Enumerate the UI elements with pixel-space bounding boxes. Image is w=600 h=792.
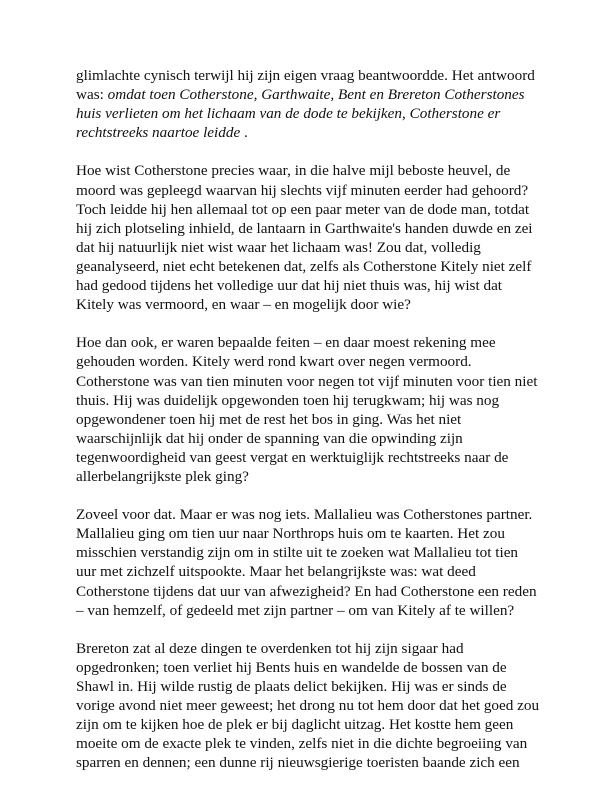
text-line — [76, 582, 536, 601]
text-segment: thuis. Hij was duidelijk opgewonden toen hij terugkwam; hij was nog — [76, 391, 500, 409]
paragraph — [76, 161, 536, 314]
text-line — [76, 104, 536, 123]
text-segment: waarschijnlijk dat hij onder de spanning van die opwinding zijn — [76, 429, 463, 447]
paragraph — [76, 66, 536, 142]
paragraph — [76, 505, 536, 620]
text-segment: allerbelangrijkste plek ging? — [76, 467, 249, 485]
text-line — [76, 238, 536, 257]
text-line — [76, 257, 536, 276]
text-segment: gehouden worden. Kitely werd rond kwart over negen vermoord. — [76, 353, 472, 371]
paragraph — [76, 639, 540, 773]
text-segment: opgewondener toen hij met de rest het bos in ging. Was het niet — [76, 410, 462, 428]
text-line — [76, 753, 536, 772]
text-line — [76, 467, 536, 486]
text-line — [76, 524, 536, 543]
text-line — [76, 677, 536, 696]
text-line — [76, 543, 536, 562]
text-line — [76, 696, 540, 715]
text-segment: had gedood tijdens het volledige uur dat hij niet thuis was, hij wist dat — [76, 277, 503, 295]
paragraph — [76, 333, 536, 486]
text-line — [76, 372, 536, 391]
text-line — [76, 639, 536, 658]
text-line — [76, 410, 536, 429]
text-line — [76, 219, 536, 238]
text-segment: sparren en dennen; een dunne rij nieuwsgierige toeristen baande zich een — [76, 754, 520, 772]
text-segment: misschien verstandig zijn om in stilte uit te zoeken wat Mallalieu tot tien — [76, 544, 519, 562]
text-line — [76, 505, 536, 524]
text-line — [76, 601, 536, 620]
text-segment: Shawl in. Hij wilde rustig de plaats delict bekijken. Hij was er sinds de — [76, 678, 507, 695]
text-line — [76, 658, 536, 677]
text-line — [76, 85, 536, 104]
text-line — [76, 715, 536, 734]
text-segment: zijn om te kijken hoe de plek er bij daglicht uitzag. Het kostte hem geen — [76, 716, 514, 734]
text-segment: dat hij natuurlijk niet wist waar het lichaam was! Zou dat, volledig — [76, 238, 481, 256]
text-segment: geanalyseerd, niet echt betekenen dat, zelfs als Cotherstone Kitely niet zelf — [76, 257, 532, 275]
text-segment: glimlachte cynisch terwijl hij zijn eigen vraag beantwoordde. Het antwoord — [76, 67, 535, 84]
text-segment: Kitely was vermoord, en waar – en mogelijk door wie? — [76, 296, 411, 314]
document-page — [76, 66, 540, 792]
text-segment: . — [240, 124, 248, 142]
text-segment: was: — [76, 86, 108, 104]
text-segment: Zoveel voor dat. Maar er was nog iets. Mallalieu was Cotherstones partner. — [76, 506, 533, 524]
text-line — [76, 391, 536, 410]
text-line — [76, 66, 536, 85]
body-text — [76, 66, 540, 772]
text-line — [76, 161, 536, 180]
text-segment: moord was gepleegd waarvan hij slechts vijf minuten eerder had gehoord? — [76, 181, 529, 199]
text-segment: Cotherstone was van tien minuten voor negen tot vijf minuten voor tien niet — [76, 372, 538, 390]
text-line — [76, 734, 536, 753]
text-line — [76, 333, 536, 352]
text-line — [76, 295, 536, 314]
text-line — [76, 429, 536, 448]
text-line — [76, 352, 536, 371]
text-segment: Hoe wist Cotherstone precies waar, in die halve mijl beboste heuvel, de — [76, 162, 511, 180]
italic-text-segment: omdat toen Cotherstone, Garthwaite, Bent en Brereton Cotherstones — [107, 86, 525, 104]
text-segment: tegenwoordigheid van geest vergat en werktuiglijk rechtstreeks naar de — [76, 448, 509, 466]
text-line — [76, 276, 536, 295]
text-line — [76, 181, 536, 200]
text-segment: opgedronken; toen verliet hij Bents huis en wandelde de bossen van de — [76, 658, 507, 676]
text-segment: hij zich plotseling inhield, de lantaarn in Garthwaite's handen duwde en zei — [76, 219, 533, 237]
italic-text-segment: rechtstreeks naartoe leidde — [76, 124, 241, 142]
text-line — [76, 123, 536, 142]
text-segment: Brereton zat al deze dingen te overdenken tot hij zijn sigaar had — [76, 639, 464, 657]
text-segment: Toch leidde hij hen allemaal tot op een paar meter van de dode man, totdat — [76, 200, 530, 218]
text-segment: – van hemzelf, of gedeeld met zijn partner – om van Kitely af te willen? — [76, 601, 515, 619]
text-segment: uur met zichzelf uitspookte. Maar het belangrijkste was: wat deed — [76, 563, 476, 581]
text-segment: Hoe dan ook, er waren bepaalde feiten – en daar moest rekening mee — [76, 334, 496, 352]
text-line — [76, 448, 536, 467]
text-segment: moeite om de exacte plek te vinden, zelfs niet in die dichte begroeiing van — [76, 735, 528, 753]
text-segment: Mallalieu ging om tien uur naar Northrops huis om te kaarten. Het zou — [76, 525, 505, 543]
italic-text-segment: huis verlieten om het lichaam van de dode te bekijken, Cotherstone er — [76, 105, 501, 123]
text-line — [76, 562, 536, 581]
text-segment: vorige avond niet meer geweest; het drong nu tot hem door dat het goed zou — [76, 697, 540, 715]
text-segment: Cotherstone tijdens dat uur van afwezigheid? En had Cotherstone een reden — [76, 582, 537, 600]
text-line — [76, 200, 536, 219]
